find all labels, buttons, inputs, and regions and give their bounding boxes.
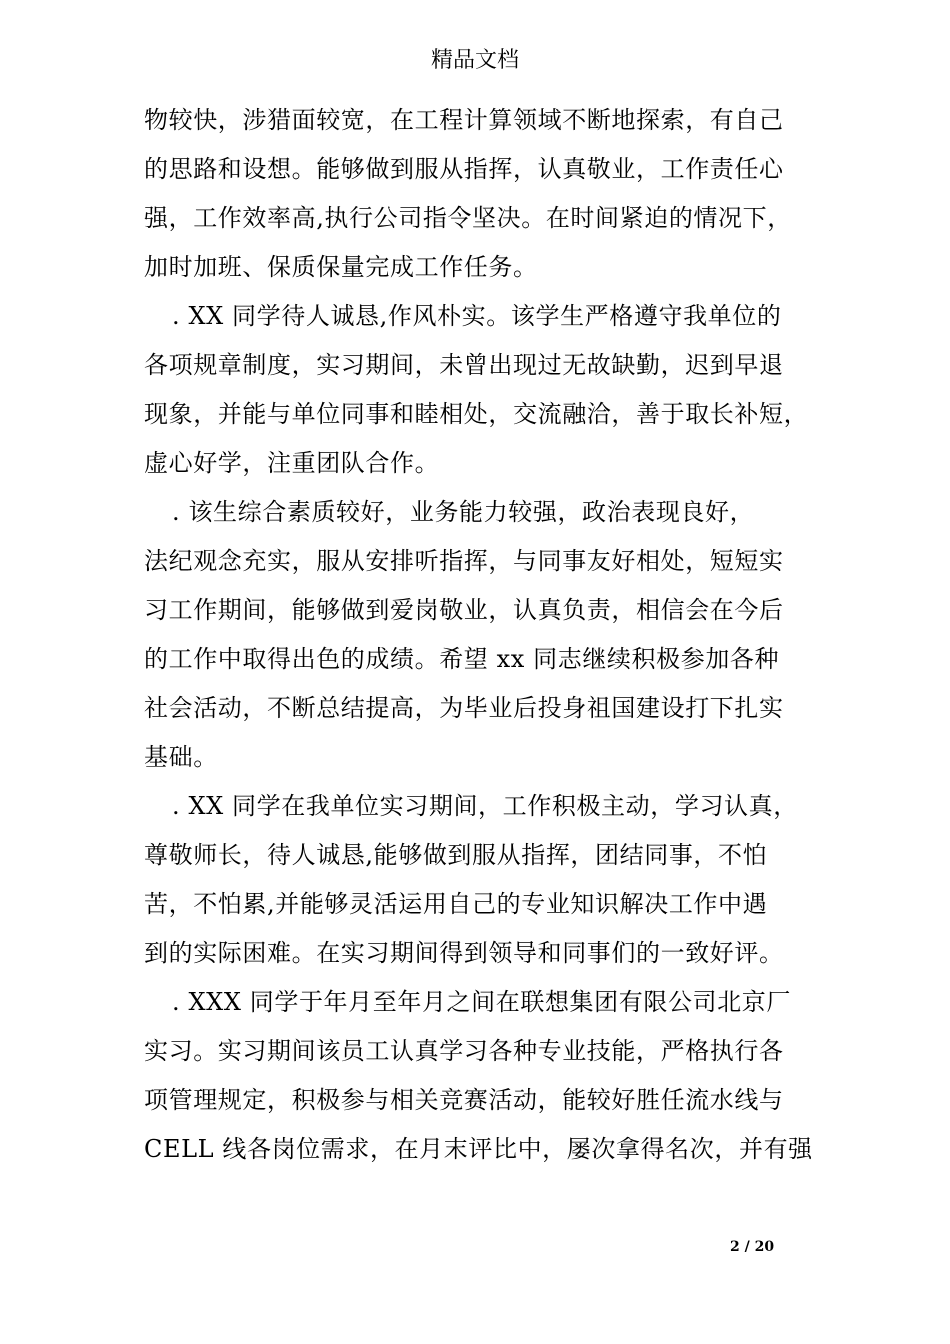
text-line: 的工作中取得出色的成绩。希望 xx 同志继续积极参加各种 — [144, 645, 780, 673]
text-line: . XXX 同学于年月至年月之间在联想集团有限公司北京厂 — [172, 988, 791, 1016]
text-line: 法纪观念充实，服从安排听指挥，与同事友好相处，短短实 — [144, 547, 784, 575]
text-line: 尊敬师长，待人诚恳,能够做到服从指挥，团结同事，不怕 — [144, 841, 768, 869]
page-header: 精品文档 — [430, 48, 519, 73]
text-line: 加时加班、保质保量完成工作任务。 — [144, 253, 538, 281]
page-number: 2 / 20 — [730, 1239, 775, 1255]
text-line: 基础。 — [144, 743, 218, 771]
text-line: 到的实际困难。在实习期间得到领导和同事们的一致好评。 — [144, 939, 784, 967]
paragraph-5 — [144, 978, 814, 1174]
text-line: 实习。实习期间该员工认真学习各种专业技能，严格执行各 — [144, 1037, 784, 1065]
paragraph-1 — [144, 96, 814, 292]
text-line: 的思路和设想。能够做到服从指挥，认真敬业，工作责任心 — [144, 155, 784, 183]
paragraph-4 — [144, 782, 814, 978]
text-line: 物较快，涉猎面较宽，在工程计算领域不断地探索，有自己 — [144, 106, 784, 134]
text-line: 各项规章制度，实习期间，未曾出现过无故缺勤，迟到早退 — [144, 351, 784, 379]
text-line: 苦，不怕累,并能够灵活运用自己的专业知识解决工作中遇 — [144, 890, 768, 918]
text-line: . 该生综合素质较好，业务能力较强，政治表现良好， — [172, 498, 755, 526]
text-line: 强，工作效率高,执行公司指令坚决。在时间紧迫的情况下， — [144, 204, 792, 232]
text-line: 习工作期间，能够做到爱岗敬业，认真负责，相信会在今后 — [144, 596, 784, 624]
text-line: . XX 同学待人诚恳,作风朴实。该学生严格遵守我单位的 — [172, 302, 782, 330]
text-line: 虚心好学，注重团队合作。 — [144, 449, 440, 477]
text-line: 现象，并能与单位同事和睦相处，交流融洽，善于取长补短， — [144, 400, 809, 428]
text-line: 项管理规定，积极参与相关竞赛活动，能较好胜任流水线与 — [144, 1086, 784, 1114]
paragraph-3 — [144, 488, 814, 782]
text-line: 社会活动，不断总结提高，为毕业后投身祖国建设打下扎实 — [144, 694, 784, 722]
paragraph-2 — [144, 292, 814, 488]
text-line: CELL 线各岗位需求，在月末评比中，屡次拿得名次，并有强 — [144, 1135, 813, 1163]
text-line: . XX 同学在我单位实习期间，工作积极主动，学习认真， — [172, 792, 798, 820]
document-body — [144, 96, 814, 1174]
